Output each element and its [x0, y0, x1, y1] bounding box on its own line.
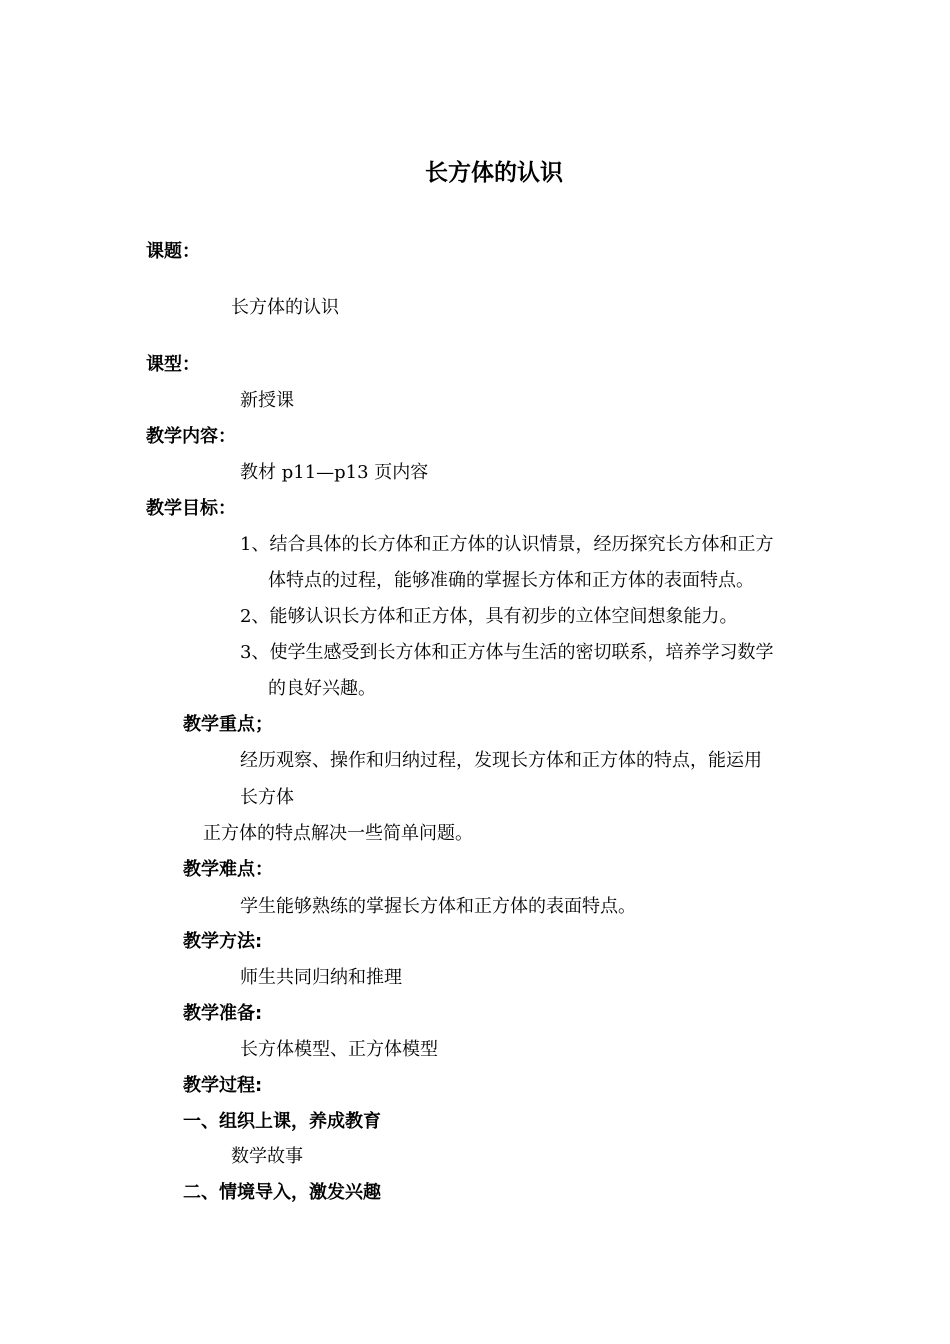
step-2-title: 二、情境导入，激发兴趣: [183, 1182, 381, 1203]
key-point-label: 教学重点；: [183, 714, 273, 735]
lesson-type-label: 课型：: [146, 354, 200, 375]
step-1-title: 一、组织上课，养成教育: [183, 1111, 381, 1132]
goal-item-3-line-2: 的良好兴趣。: [268, 678, 376, 699]
lesson-type-value: 新授课: [240, 390, 294, 411]
step-1-value: 数学故事: [231, 1146, 303, 1167]
subject-value: 长方体的认识: [231, 297, 339, 318]
goal-item-2: 2、能够认识长方体和正方体，具有初步的立体空间想象能力。: [240, 606, 738, 627]
key-point-line-1: 经历观察、操作和归纳过程，发现长方体和正方体的特点，能运用: [240, 750, 762, 771]
method-label: 教学方法:: [183, 931, 263, 952]
goal-item-3-line-1: 3、使学生感受到长方体和正方体与生活的密切联系，培养学习数学: [240, 642, 774, 663]
difficulty-value: 学生能够熟练的掌握长方体和正方体的表面特点。: [240, 896, 636, 917]
subject-label: 课题：: [146, 241, 200, 262]
goals-label: 教学目标：: [146, 498, 236, 519]
key-point-line-2: 长方体: [240, 787, 294, 808]
key-point-line-3: 正方体的特点解决一些简单问题。: [203, 823, 473, 844]
difficulty-label: 教学难点：: [183, 859, 273, 880]
preparation-label: 教学准备:: [183, 1003, 263, 1024]
content-value: 教材 p11—p13 页内容: [240, 462, 429, 483]
goal-item-1-line-1: 1、结合具体的长方体和正方体的认识情景，经历探究长方体和正方: [240, 534, 774, 555]
process-label: 教学过程:: [183, 1075, 263, 1096]
goal-item-1-line-2: 体特点的过程，能够准确的掌握长方体和正方体的表面特点。: [268, 570, 754, 591]
document-title: 长方体的认识: [425, 160, 563, 186]
preparation-value: 长方体模型、正方体模型: [240, 1039, 438, 1060]
content-label: 教学内容：: [146, 426, 236, 447]
method-value: 师生共同归纳和推理: [240, 967, 402, 988]
